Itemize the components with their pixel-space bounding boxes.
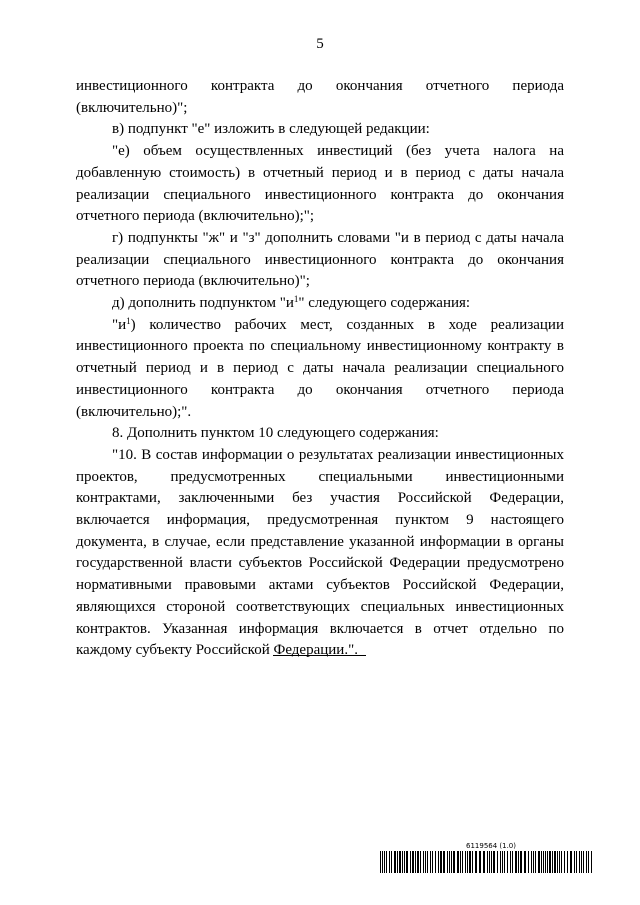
barcode: [380, 851, 593, 873]
paragraph-subitem-v: в) подпункт "е" изложить в следующей редакции:: [112, 121, 430, 138]
paragraph-continuation: инвестиционного контракта до окончания отчетного периода (включительно)";: [76, 78, 564, 116]
document-code: 6119564 (1.0): [466, 842, 516, 850]
paragraph-subitem-e: "е) объем осуществленных инвестиций (без учета налога на добавленную стоимость) в отчетный период и в период с даты начала реализации специального инвестиционного контракта до окончания отчетного периода (включительно);";: [76, 143, 564, 225]
end-of-document-rule: [273, 655, 366, 656]
document-body: [76, 76, 564, 662]
page-number: 5: [316, 36, 324, 52]
paragraph-subitem-i1: "$и^1$) количество рабочих мест, созданных в ходе реализации инвестиционного проекта по специальному инвестиционному контракту в отчетный период и в период с даты начала реализации специального инвестиционного контракта до окончания отчетного периода (включительно);".: [76, 315, 564, 420]
paragraph-item-8: 8. Дополнить пунктом 10 следующего содержания:: [112, 425, 439, 442]
paragraph-item-10: "10. В состав информации о результатах реализации инвестиционных проектов, предусмотренных специальными инвестиционными контрактами, заключенными без участия Российской Федерации, включается информация, предусмотренная пунктом 9 настоящего документа, в случае, если представление указанной информации в органы государственной власти субъектов Российской Федерации предусмотрено нормативными правовыми актами субъектов Российской Федерации, являющихся стороной соответствующих специальных инвестиционных контрактов. Указанная информация включается в отчет отдельно по каждому субъекту Российской Федерации.".: [76, 446, 564, 659]
paragraph-subitem-d: д) дополнить подпунктом "$и^1$" следующего содержания:: [112, 294, 471, 312]
paragraph-subitem-g: г) подпункты "ж" и "з" дополнить словами "и в период с даты начала реализации специального инвестиционного контракта до окончания отчетного периода (включительно)";: [76, 229, 564, 290]
